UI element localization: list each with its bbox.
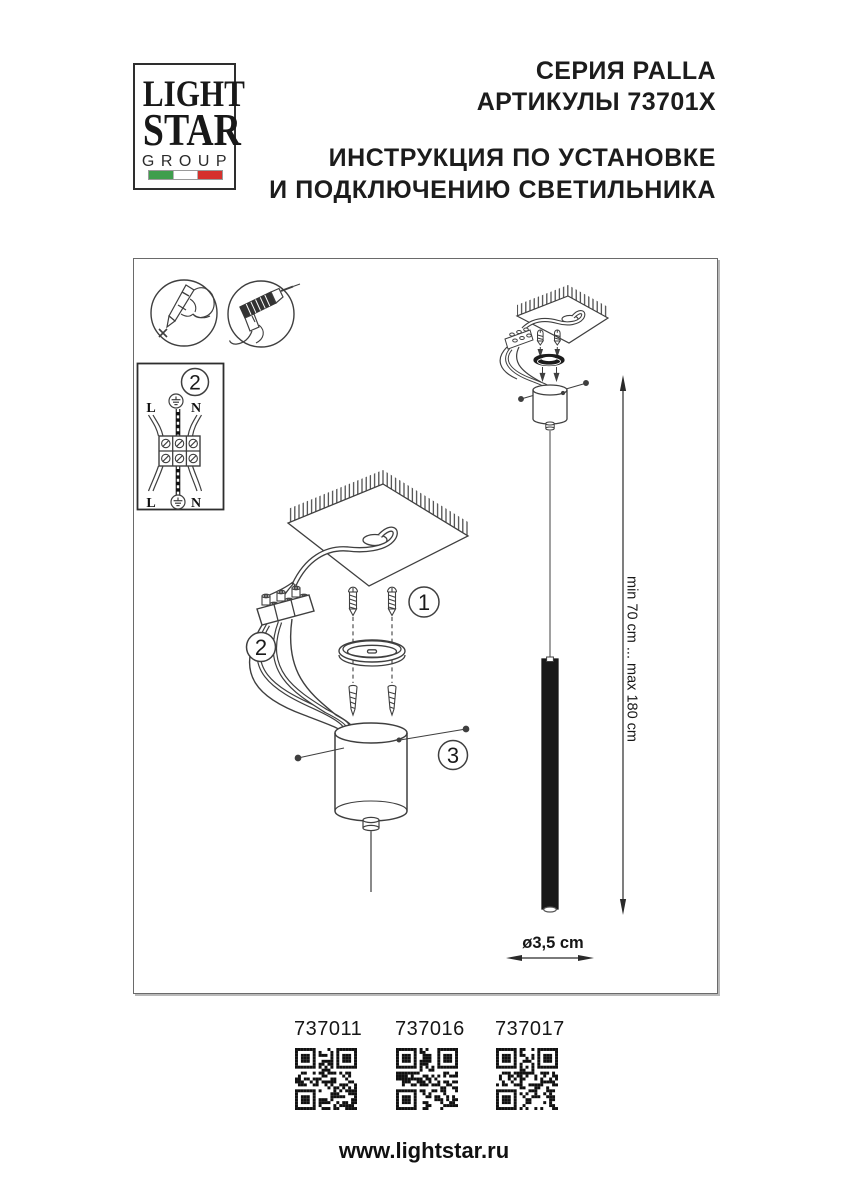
qr-code-737011	[295, 1048, 357, 1110]
assembled-view	[500, 285, 608, 912]
logo-word-group: GROUP	[141, 153, 234, 171]
wiring-step-number: 2	[189, 371, 201, 395]
diameter-label: ø3,5 cm	[522, 934, 584, 952]
installation-diagram	[133, 258, 718, 994]
mounting-ring	[339, 640, 405, 666]
diagram-svg	[134, 259, 717, 993]
article-number: 737016	[395, 1018, 465, 1040]
label-l-top: L	[146, 401, 156, 416]
qr-item	[495, 1018, 565, 1110]
marking-icon	[151, 280, 217, 346]
flag-white	[173, 171, 199, 179]
article-number: 737011	[294, 1018, 363, 1040]
article-number: 737017	[495, 1018, 565, 1040]
callout-3: 3	[446, 743, 460, 768]
logo-word-light: LIGHT	[142, 74, 245, 115]
ceiling-panel	[288, 470, 468, 586]
qr-code-737017	[496, 1048, 558, 1110]
logo-word-star: STAR	[142, 105, 241, 156]
callout-1: 1	[417, 590, 431, 615]
series-title: СЕРИЯ PALLA	[535, 57, 716, 85]
ground-symbol-bottom	[171, 495, 185, 509]
terminal-strip-front	[159, 436, 200, 466]
qr-item	[294, 1018, 363, 1110]
lightstar-logo	[133, 63, 245, 190]
wiring-diagram-inset	[138, 364, 224, 512]
instruction-title: ИНСТРУКЦИЯ ПО УСТАНОВКЕ И ПОДКЛЮЧЕНИЮ СВЕТИЛЬНИКА	[269, 144, 716, 204]
canopy-small	[519, 381, 589, 430]
wall-dowels	[349, 685, 396, 715]
flag-green	[149, 171, 173, 179]
articles-title: АРТИКУЛЫ 73701X	[476, 88, 716, 116]
pendant-tube	[542, 657, 558, 912]
label-l-bottom: L	[146, 496, 156, 511]
italian-flag-stripe	[148, 170, 223, 180]
callout-2: 2	[254, 635, 268, 660]
terminal-block	[257, 586, 314, 625]
qr-code-737016	[396, 1048, 458, 1110]
ground-symbol-top	[169, 394, 183, 408]
qr-item	[395, 1018, 465, 1110]
terminal-block-small	[505, 328, 533, 349]
exploded-view	[247, 470, 469, 892]
drill-icon	[228, 281, 300, 347]
header-titles	[269, 56, 716, 206]
mounting-ring-dark	[534, 355, 564, 366]
label-n-top: N	[190, 401, 202, 416]
website-url: www.lightstar.ru	[338, 1138, 510, 1163]
diameter-dimension	[506, 934, 594, 961]
height-range-label: min 70 cm ... max 180 cm	[623, 576, 640, 742]
height-dimension	[620, 375, 640, 915]
mounting-screws	[349, 587, 397, 683]
label-n-bottom: N	[190, 496, 202, 511]
flag-red	[198, 171, 222, 179]
